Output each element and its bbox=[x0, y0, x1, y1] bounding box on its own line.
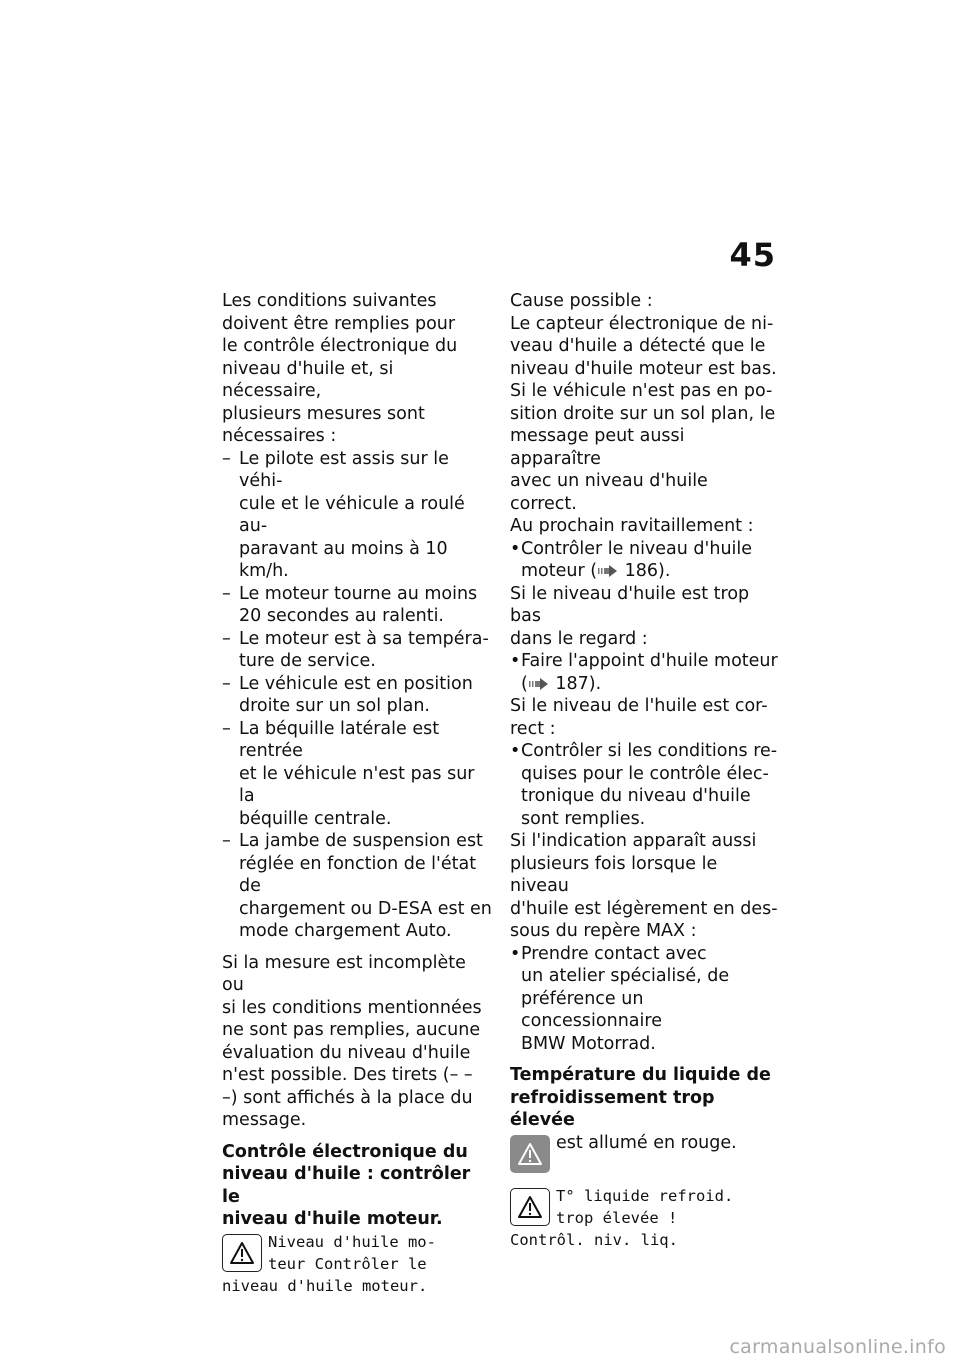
page-reference-arrow-icon bbox=[597, 565, 619, 577]
repeat-paragraph: Si l'indication apparaît aussi plusieurs fois lorsque le niveau d'huile est légèrement en des- sous du repère MAX : bbox=[510, 831, 778, 941]
condition-item: – Le moteur est à sa tempéra- ture de service. bbox=[222, 628, 492, 673]
cause-paragraph: Cause possible : Le capteur électronique de ni- veau d'huile a détecté que le niveau d'huile moteur est bas. Si le véhicule n'est pas en po- sition droite sur un sol plan, le message peut aussi apparaître avec un niveau d'huile correct. Au prochain ravitaillement : bbox=[510, 291, 777, 536]
action-item: • Faire l'appoint d'huile moteur ( 187). bbox=[510, 650, 780, 695]
warning-triangle-icon bbox=[222, 1234, 262, 1272]
watermark: carmanualsonline.info bbox=[729, 1336, 946, 1358]
incomplete-paragraph: Si la mesure est incomplète ou si les conditions mentionnées ne sont pas remplies, aucune évaluation du niveau d'huile n'est possible. Des tirets (– – –) sont affichés à la place du message. bbox=[222, 952, 482, 1130]
left-column bbox=[222, 290, 492, 1297]
action-item: • Contrôler si les conditions re- quises pour le contrôle élec- tronique du niveau d'huile sont remplies. bbox=[510, 740, 780, 830]
condition-item: – Le pilote est assis sur le véhi- cule et le véhicule a roulé au- paravant au moins à 10 km/h. bbox=[222, 448, 492, 583]
page-reference[interactable]: 186). bbox=[619, 561, 671, 581]
condition-item: – Le véhicule est en position droite sur un sol plan. bbox=[222, 673, 492, 718]
action-item: • Prendre contact avec un atelier spécialisé, de préférence un concessionnaire BMW Motorrad. bbox=[510, 943, 780, 1056]
action-item: • Contrôler le niveau d'huile moteur ( 186). bbox=[510, 538, 780, 583]
condition-item: – La béquille latérale est rentrée et le véhicule n'est pas sur la béquille centrale. bbox=[222, 718, 492, 831]
condition-item: – La jambe de suspension est réglée en fonction de l'état de chargement ou D-ESA est en mode chargement Auto. bbox=[222, 830, 492, 943]
warning-lamp-icon bbox=[510, 1135, 550, 1173]
display-message: T° liquide refroid. trop élevée ! Contrôl. niv. liq. bbox=[510, 1186, 734, 1249]
page-reference-arrow-icon bbox=[528, 678, 550, 690]
page-reference[interactable]: 187). bbox=[549, 673, 602, 694]
warning-triangle-icon bbox=[510, 1188, 550, 1226]
page-number: 45 bbox=[729, 236, 776, 274]
warning-lamp-line: est allumé en rouge. bbox=[510, 1132, 780, 1176]
section-heading: Température du liquide de refroidissement trop élevée bbox=[510, 1065, 771, 1130]
right-column bbox=[510, 290, 780, 1251]
correct-paragraph: Si le niveau de l'huile est cor- rect : bbox=[510, 696, 768, 739]
display-message: Niveau d'huile mo- teur Contrôler le niveau d'huile moteur. bbox=[222, 1232, 436, 1295]
intro-paragraph: Les conditions suivantes doivent être remplies pour le contrôle électronique du niveau d'huile et, si nécessaire, plusieurs mesures sont nécessaires : bbox=[222, 291, 458, 446]
condition-item: – Le moteur tourne au moins 20 secondes au ralenti. bbox=[222, 583, 492, 628]
too-low-paragraph: Si le niveau d'huile est trop bas dans le regard : bbox=[510, 583, 750, 649]
section-heading: Contrôle électronique du niveau d'huile : contrôler le niveau d'huile moteur. bbox=[222, 1141, 471, 1229]
